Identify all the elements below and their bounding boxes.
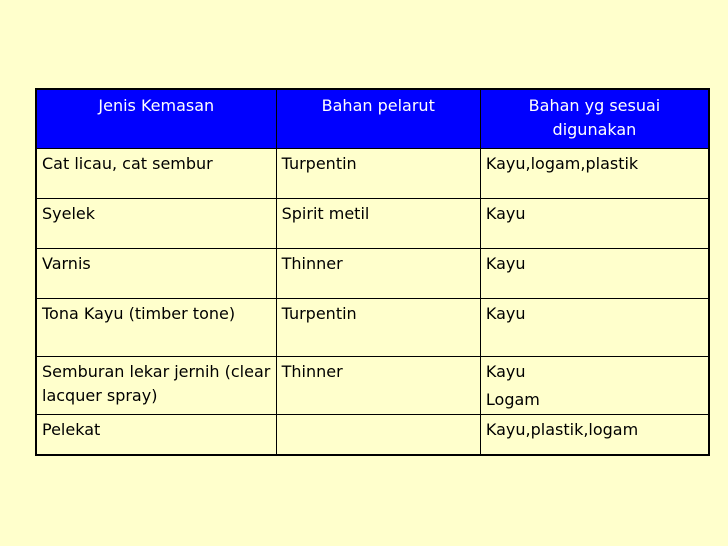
table-row (36, 249, 709, 299)
cell-sesuai: Kayu (480, 299, 709, 357)
cell-pelarut (276, 415, 480, 456)
table-row (36, 299, 709, 357)
cell-sesuai: Kayu (480, 199, 709, 249)
header-bahan-pelarut: Bahan pelarut (276, 89, 480, 149)
cell-line: Kayu (485, 362, 526, 381)
cell-jenis: Tona Kayu (timber tone) (36, 299, 276, 357)
cell-pelarut: Spirit metil (276, 199, 480, 249)
cell-pelarut: Thinner (276, 357, 480, 415)
cell-pelarut: Turpentin (276, 149, 480, 199)
cell-pelarut: Turpentin (276, 299, 480, 357)
header-bahan-sesuai: Bahan yg sesuai digunakan (480, 89, 709, 149)
table-header-row (36, 89, 709, 149)
cell-line: Logam (485, 390, 540, 409)
cell-jenis: Semburan lekar jernih (clear lacquer spray) (36, 357, 276, 415)
cell-jenis: Pelekat (36, 415, 276, 456)
cell-sesuai (480, 357, 709, 415)
table-row (36, 149, 709, 199)
table-row (36, 199, 709, 249)
header-jenis-kemasan: Jenis Kemasan (36, 89, 276, 149)
finish-solvent-table (35, 88, 710, 456)
cell-sesuai: Kayu (480, 249, 709, 299)
cell-sesuai: Kayu,logam,plastik (480, 149, 709, 199)
cell-jenis: Syelek (36, 199, 276, 249)
cell-jenis: Varnis (36, 249, 276, 299)
cell-pelarut: Thinner (276, 249, 480, 299)
cell-sesuai: Kayu,plastik,logam (480, 415, 709, 456)
cell-jenis: Cat licau, cat sembur (36, 149, 276, 199)
table-row (36, 357, 709, 415)
table-row (36, 415, 709, 456)
